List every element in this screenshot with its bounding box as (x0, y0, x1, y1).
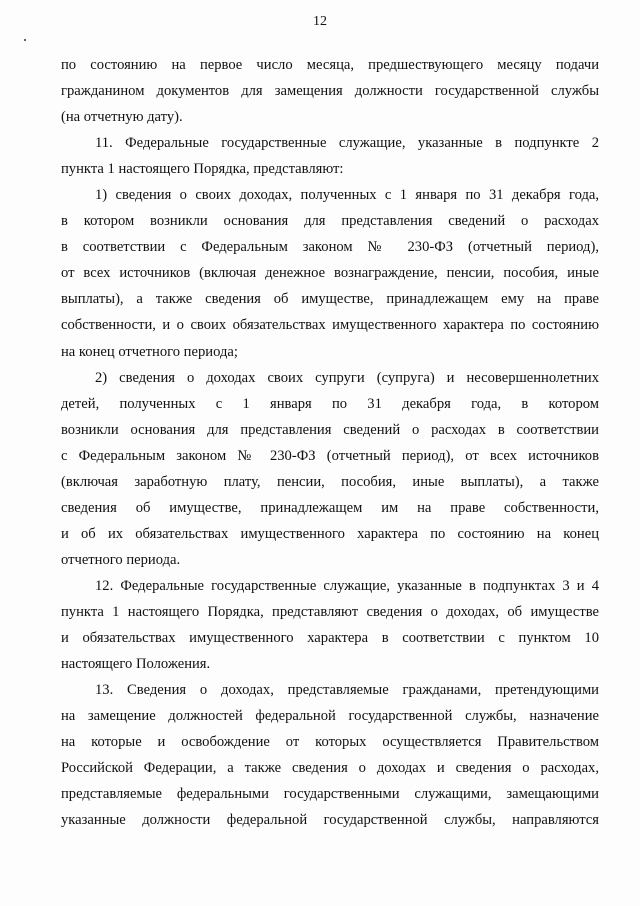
text-line: 2) сведения о доходах своих супруги (супруга) и несовершеннолетних (95, 369, 599, 386)
text-line: указанные должности федеральной государственной службы, направляются (61, 812, 599, 829)
text-line: по состоянию на первое число месяца, предшествующего месяцу подачи (61, 57, 599, 73)
text-line: (включая заработную плату, пенсии, пособия, иные выплаты), а также (61, 473, 599, 490)
text-line: детей, полученных с 1 января по 31 декабря года, в котором (61, 395, 599, 412)
text-line: гражданином документов для замещения должности государственной службы (61, 83, 599, 100)
text-line: представляемые федеральными государственными служащими, замещающими (61, 786, 599, 803)
text-line: 1) сведения о своих доходах, полученных с 1 января по 31 декабря года, (95, 187, 599, 204)
text-line: пункта 1 настоящего Порядка, представляют сведения о доходах, об имуществе (61, 603, 599, 620)
text-line: собственности, и о своих обязательствах имущественного характера по состоянию (61, 317, 599, 334)
text-line: выплаты), а также сведения об имуществе, принадлежащем ему на праве (61, 291, 599, 308)
text-line: с Федеральным законом № 230-ФЗ (отчетный период), от всех источников (61, 447, 599, 464)
page-number: 12 (313, 14, 327, 29)
text-line: на замещение должностей федеральной государственной службы, назначение (61, 708, 599, 725)
text-line: 13. Сведения о доходах, представляемые гражданами, претендующими (95, 682, 599, 699)
text-line: от всех источников (включая денежное вознаграждение, пенсии, пособия, иные (61, 265, 599, 282)
text-line: возникли основания для представления сведений о расходах в соответствии (61, 421, 599, 438)
text-line: 11. Федеральные государственные служащие, указанные в подпункте 2 (95, 135, 599, 152)
text-line: в котором возникли основания для представления сведений о расходах (61, 213, 599, 230)
text-line: (на отчетную дату). (61, 109, 183, 126)
text-line: пункта 1 настоящего Порядка, представляют: (61, 161, 344, 178)
text-line: на конец отчетного периода; (61, 343, 238, 360)
scan-speck (24, 39, 26, 41)
text-line: 12. Федеральные государственные служащие, указанные в подпунктах 3 и 4 (95, 577, 599, 594)
text-line: в соответствии с Федеральным законом № 230-ФЗ (отчетный период), (61, 239, 599, 256)
text-line: и обязательствах имущественного характера в соответствии с пунктом 10 (61, 630, 599, 647)
document-body (61, 52, 599, 833)
text-line: отчетного периода. (61, 551, 181, 568)
text-line: Российской Федерации, а также сведения о доходах и сведения о расходах, (61, 760, 599, 777)
text-line: сведения об имуществе, принадлежащем им на праве собственности, (61, 499, 599, 516)
text-line: и об их обязательствах имущественного характера по состоянию на конец (61, 525, 599, 542)
text-line: на которые и освобождение от которых осуществляется Правительством (61, 734, 599, 751)
text-line: настоящего Положения. (61, 656, 211, 673)
